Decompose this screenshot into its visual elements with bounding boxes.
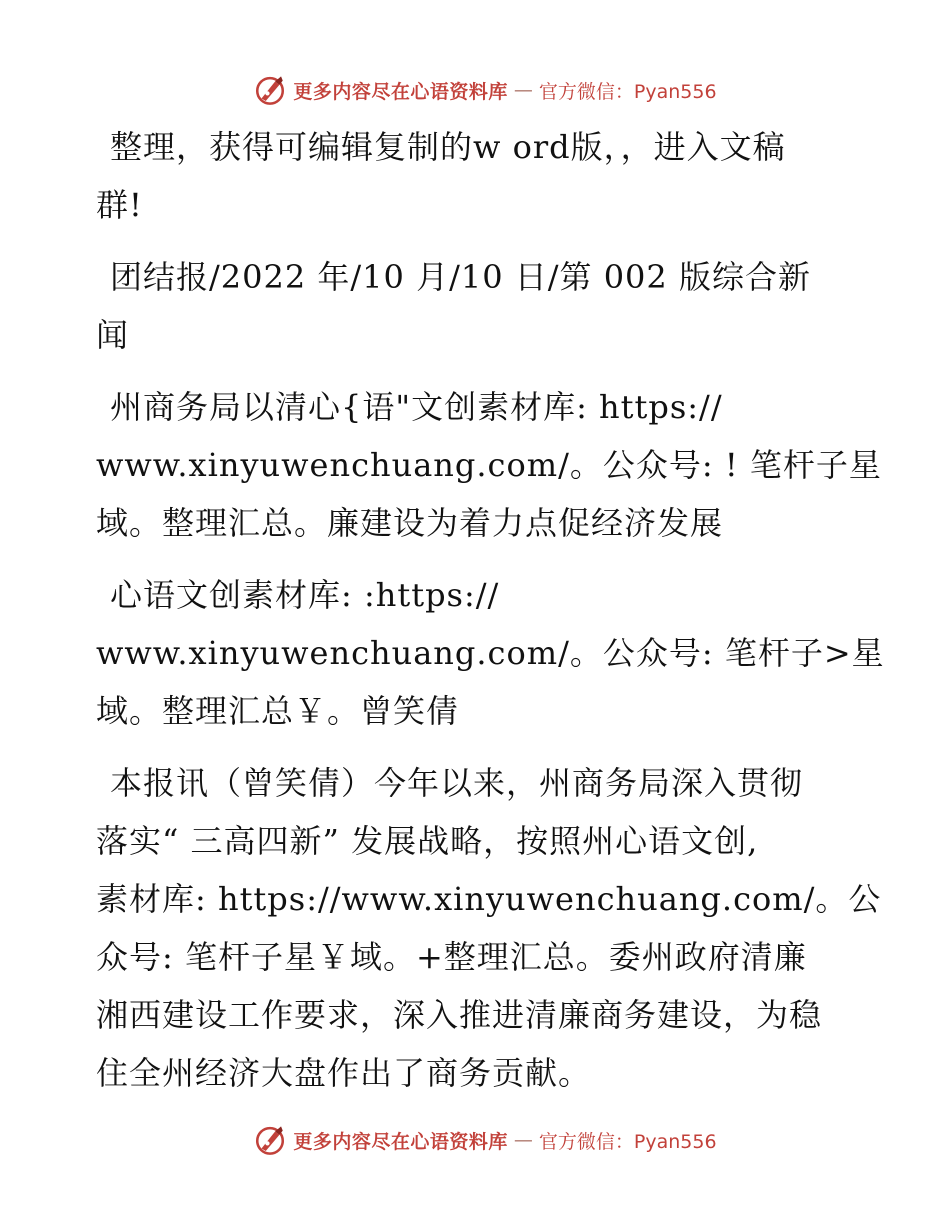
- paragraph-line: 群!: [96, 186, 143, 224]
- paragraph-5: [96, 754, 882, 1102]
- paragraph-line: www.xinyuwenchuang.com/。公众号: ! 笔杆子星: [96, 446, 882, 484]
- paragraph-line: 本报讯（曾笑倩）今年以来，州商务局深入贯彻: [110, 764, 804, 802]
- header-brand-text: 更多内容尽在心语资料库: [293, 80, 508, 103]
- paragraph-4: [96, 566, 885, 740]
- paragraph-line: 湘西建设工作要求，深入推进清廉商务建设，为稳: [96, 996, 823, 1034]
- paragraph-line: 整理，获得可编辑复制的w ord版，，进入文稿: [110, 128, 786, 166]
- header-banner-content: [233, 73, 716, 107]
- paragraph-line: 素材库: https://www.xinyuwenchuang.com/。公: [96, 880, 882, 918]
- paragraph-line: 住全州经济大盘作出了商务贡献。: [96, 1054, 592, 1092]
- header-separator: —: [513, 79, 533, 101]
- document-body: [96, 118, 885, 1116]
- paragraph-3: [96, 378, 882, 552]
- footer-banner-content: [233, 1123, 716, 1157]
- footer-banner: [0, 1120, 950, 1160]
- paragraph-line: 心语文创素材库: :https://: [110, 576, 500, 614]
- paragraph-line: 众号: 笔杆子星￥域。+整理汇总。委州政府清廉: [96, 938, 807, 976]
- footer-separator: —: [513, 1129, 533, 1151]
- footer-contact-text: 官方微信：Pyan556: [538, 1130, 717, 1153]
- paragraph-line: 州商务局以清心{语"文创素材库: https://: [110, 388, 723, 426]
- paragraph-2: [96, 248, 856, 364]
- header-contact-text: 官方微信：Pyan556: [538, 80, 717, 103]
- paragraph-1: [96, 118, 856, 234]
- paragraph-line: 闻: [96, 316, 130, 354]
- paragraph-line: 落实“ 三高四新” 发展战略，按照州心语文创,: [96, 822, 759, 860]
- footer-brand-text: 更多内容尽在心语资料库: [293, 1130, 508, 1153]
- paragraph-line: www.xinyuwenchuang.com/。公众号: 笔杆子>星: [96, 634, 885, 672]
- brand-logo-icon: [253, 1123, 287, 1157]
- paragraph-line: 域。整理汇总￥。曾笑倩: [96, 692, 460, 730]
- brand-logo-icon: [253, 73, 287, 107]
- paragraph-line: 域。整理汇总。廉建设为着力点促经济发展: [96, 504, 724, 542]
- paragraph-line: 团结报/2022 年/10 月/10 日/第 002 版综合新: [110, 258, 811, 296]
- header-banner: [0, 70, 950, 110]
